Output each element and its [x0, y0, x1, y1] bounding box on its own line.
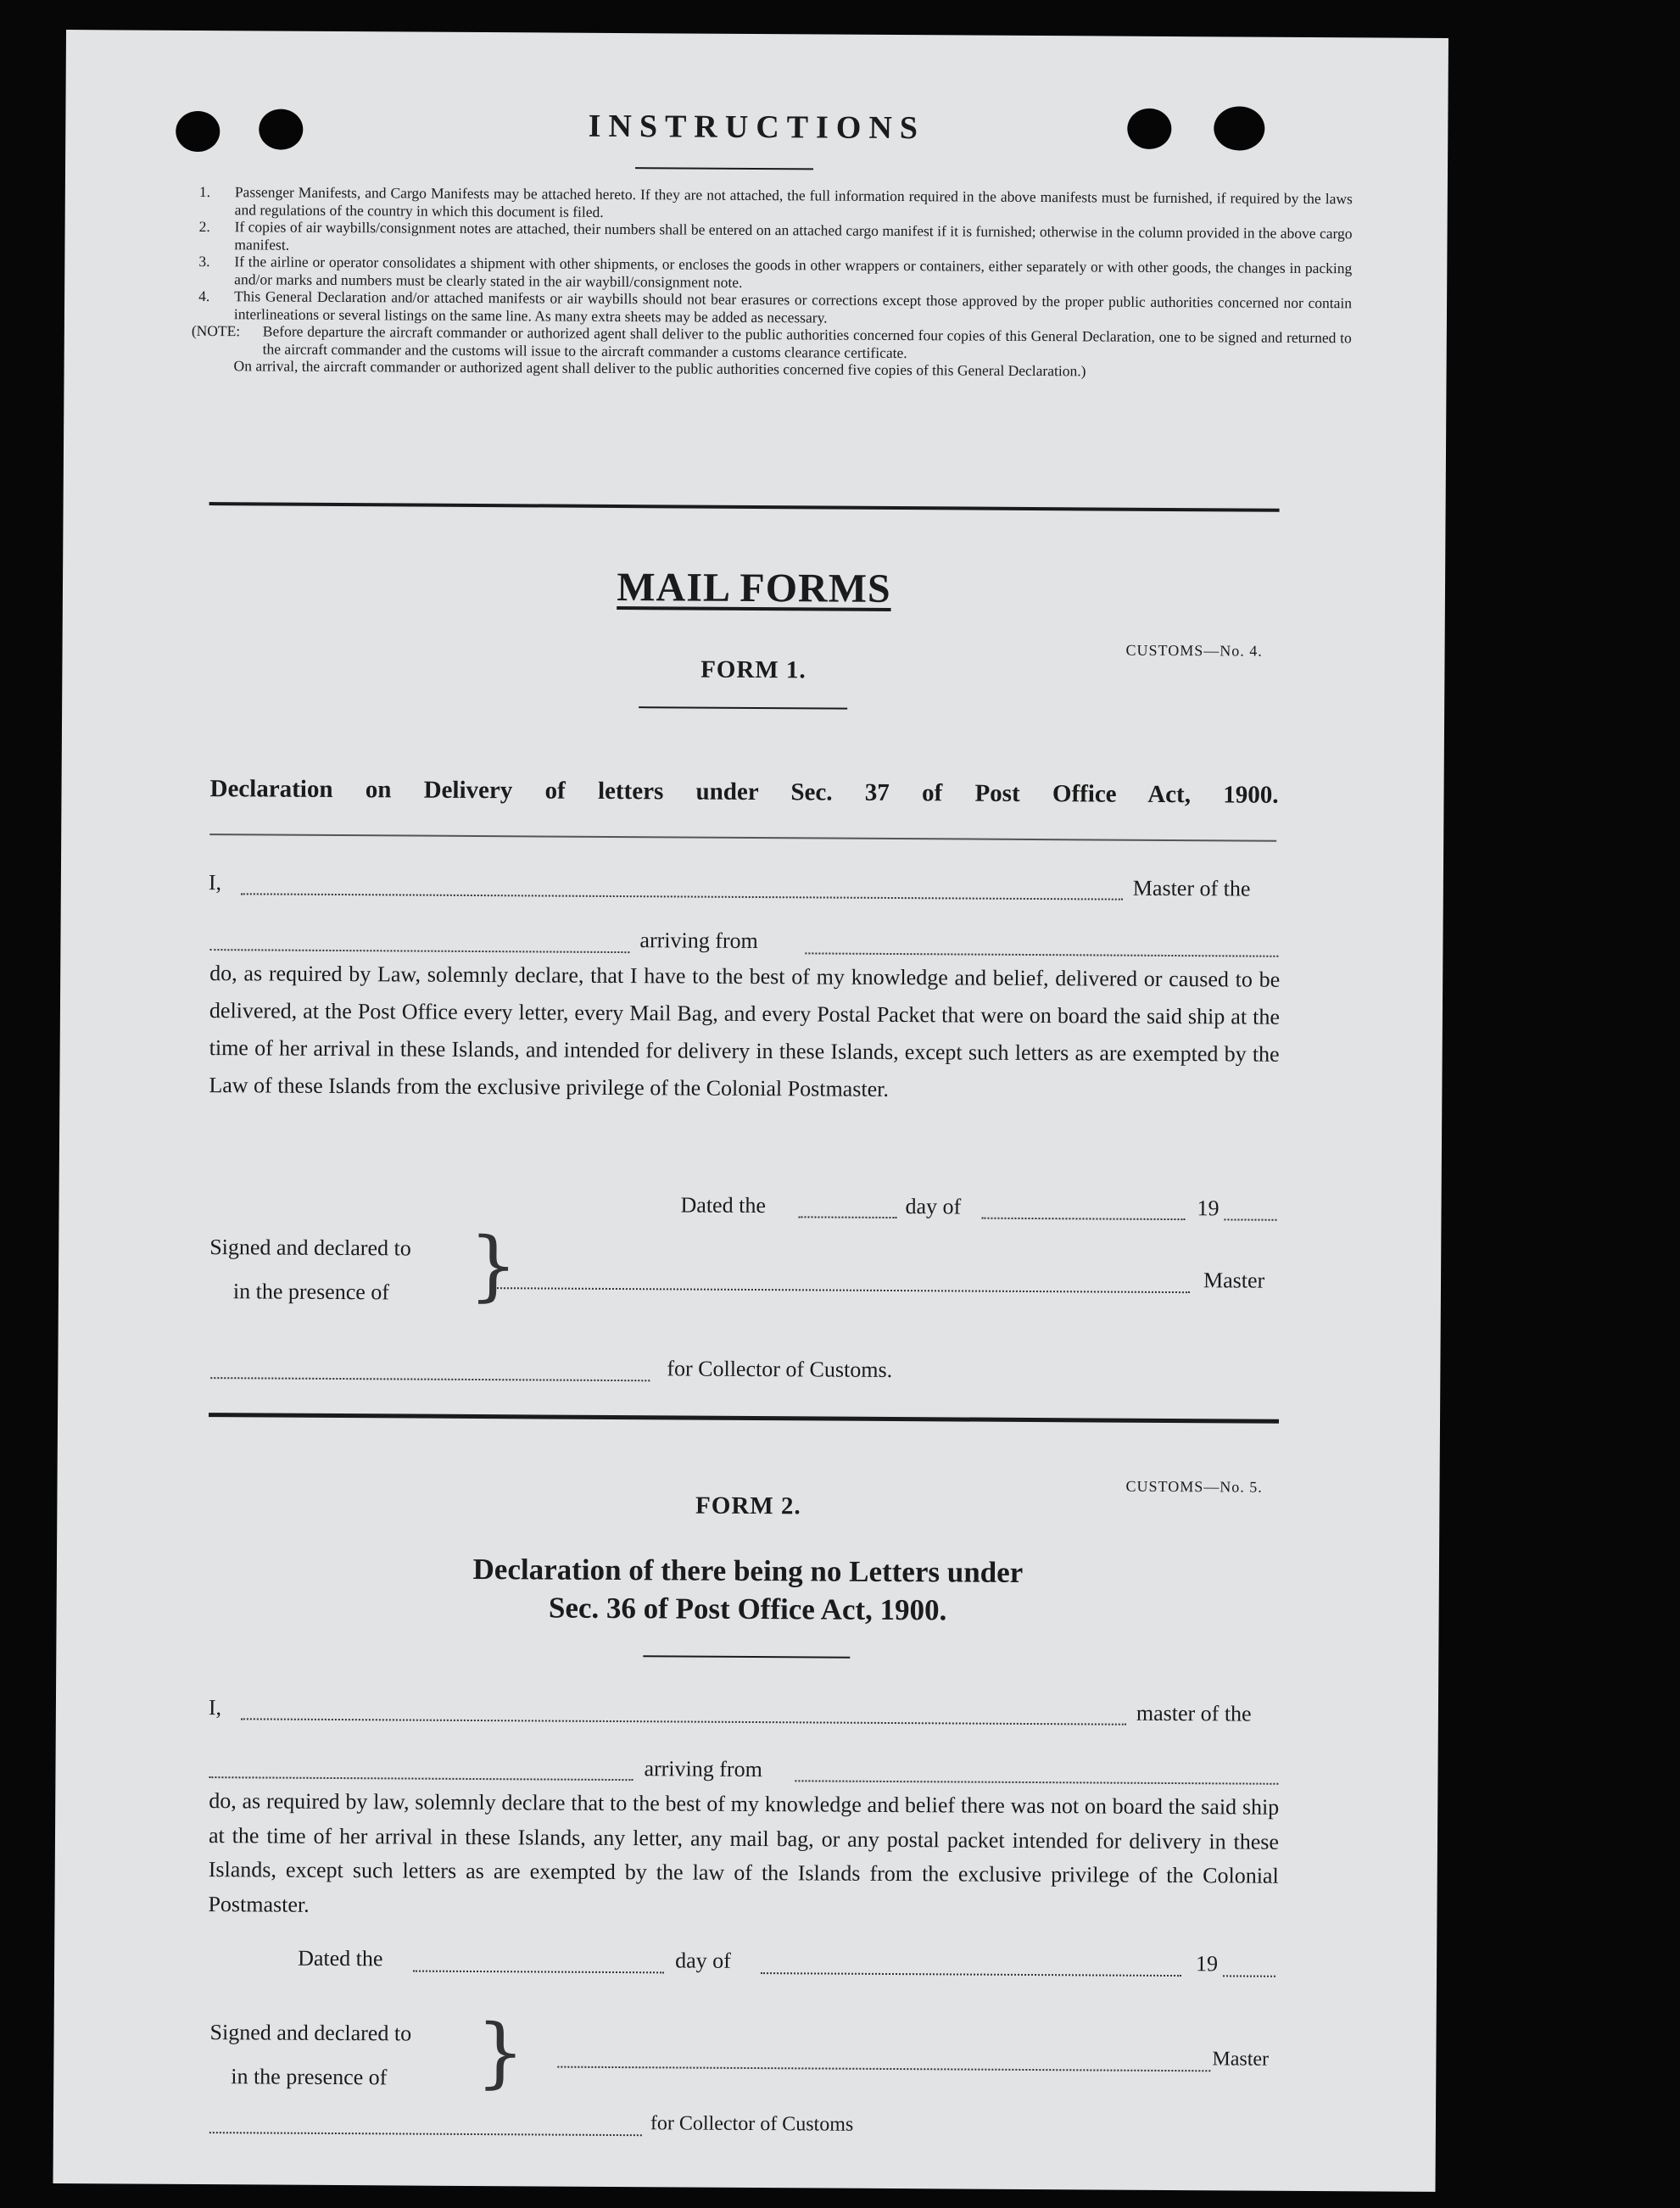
note-text: Before departure the aircraft commander or authorized agent shall deliver to the public authorities concerned four copies of this General Declaration, one to be signed and returned to the aircraft commander and the customs will issue to the aircraft commander a customs clearance certificate. [262, 322, 1352, 361]
document-page [53, 30, 1448, 2192]
note-lead: (NOTE: [191, 321, 241, 340]
form2-arriving-from: arriving from [644, 1756, 762, 1782]
form1-title-rule [639, 706, 847, 710]
form2-title-rule [643, 1655, 850, 1658]
form1-master-signature-field[interactable] [491, 1287, 1190, 1293]
instruction-text: If copies of air waybills/consignment notes are attached, their numbers shall be entered on an attached cargo manifest if it is furnished; otherwise in the column provided in the above cargo manifest. [234, 218, 1353, 254]
form2-master-label: Master [1212, 2048, 1270, 2071]
instruction-number: 3. [198, 252, 210, 270]
instruction-text: Passenger Manifests, and Cargo Manifests may be attached hereto. If they are not attached, the full information required in the above manifests must be furnished, if required by the laws and regulations of the country in which this document is filed. [234, 183, 1353, 220]
form2-declaration-line2: Sec. 36 of Post Office Act, 1900. [548, 1591, 947, 1627]
form1-day-of: day of [905, 1194, 962, 1219]
form1-origin-field[interactable] [805, 952, 1278, 956]
form2-signed-declared-line1: Signed and declared to [209, 2020, 412, 2046]
form2-dated-the: Dated the [298, 1945, 383, 1971]
form2-day-of: day of [675, 1948, 731, 1973]
form2-name-field[interactable] [241, 1718, 1126, 1725]
form1-title: FORM 1. [700, 655, 807, 684]
form1-brace-icon: } [468, 1220, 518, 1311]
form2-i-label: I, [208, 1695, 222, 1720]
form2-year-field[interactable] [1223, 1975, 1275, 1977]
instruction-number: 1. [198, 182, 211, 201]
form1-name-field[interactable] [241, 893, 1123, 900]
form2-declaration-line1: Declaration of there being no Letters under [472, 1552, 1024, 1589]
form2-master-of-the: master of the [1136, 1700, 1252, 1726]
form2-signed-declared-line2: in the presence of [231, 2064, 388, 2090]
form1-year-prefix: 19 [1197, 1196, 1220, 1221]
form-divider [209, 1413, 1279, 1424]
instruction-text: This General Declaration and/or attached manifests or air waybills should not bear erasures or corrections except those approved by the proper public authorities concerned nor contain interlineations or several listings on the same line. As many extra sheets may be added as necessary. [233, 287, 1353, 326]
instruction-number: 4. [198, 287, 210, 305]
note-text-arrival: On arrival, the aircraft commander or authorized agent shall deliver to the public authorities concerned five copies of this General Declaration.) [233, 357, 1086, 380]
form2-collector-field[interactable] [209, 2132, 642, 2136]
form1-year-field[interactable] [1224, 1218, 1276, 1220]
instruction-note [191, 321, 1352, 382]
form1-ship-field[interactable] [209, 949, 629, 953]
instructions-list [191, 182, 1353, 382]
form1-declaration-body: do, as required by Law, solemnly declare, that I have to the best of my knowledge and belief, delivered or caused to be delivered, at the Post Office every letter, every Mail Bag, and every Postal Packet that were on board the said ship at the time of her arrival in these Islands, and intended for delivery in these Islands, except such letters as are exempted by the Law of these Islands from the exclusive privilege of the Colonial Postmaster. [209, 961, 1281, 1101]
form1-declaration-heading: Declaration on Delivery of letters under Sec. 37 of Post Office Act, 1900. [209, 775, 1279, 809]
instructions-title: INSTRUCTIONS [588, 108, 926, 147]
form2-year-prefix: 19 [1196, 1951, 1219, 1977]
form1-month-field[interactable] [981, 1218, 1185, 1220]
form1-for-collector: for Collector of Customs. [667, 1356, 893, 1383]
instructions-title-rule [635, 167, 813, 170]
instruction-number: 2. [198, 217, 210, 236]
instruction-text: If the airline or operator consolidates a shipment with other shipments, or encloses the goods in other wrappers or containers, either separately or with other goods, the changes in packing and/or marks and numbers must be clearly stated in the air waybill/consignment note. [234, 253, 1353, 291]
form2-title: FORM 2. [695, 1492, 801, 1520]
form1-signed-declared-line2: in the presence of [232, 1279, 390, 1305]
form1-i-label: I, [208, 870, 222, 895]
form1-master-label: Master [1203, 1268, 1265, 1293]
mail-forms-title: MAIL FORMS [617, 565, 891, 611]
form2-declaration-heading [57, 1547, 1440, 1632]
form2-master-signature-field[interactable] [557, 2066, 1210, 2072]
form1-arriving-from: arriving from [639, 928, 758, 954]
form2-declaration-body: do, as required by law, solemnly declare that to the best of my knowledge and belief there was not on board the said ship at the time of her arrival in these Islands, any letter, any mail bag, or any postal packet intended for delivery in these Islands, except such letters as are exempted by the law of the Islands from the exclusive privilege of the Colonial Postmaster. [208, 1788, 1280, 1917]
form2-origin-field[interactable] [795, 1780, 1278, 1784]
form2-ship-field[interactable] [209, 1776, 633, 1781]
form1-customs-number: CUSTOMS—No. 4. [1125, 641, 1263, 660]
section-divider [209, 502, 1280, 512]
form2-customs-number: CUSTOMS—No. 5. [1125, 1477, 1263, 1496]
form1-master-of-the: Master of the [1132, 875, 1251, 901]
form2-day-field[interactable] [413, 1971, 664, 1974]
form1-dated-the: Dated the [680, 1192, 766, 1218]
form2-for-collector: for Collector of Customs [650, 2112, 854, 2136]
form1-day-field[interactable] [798, 1216, 896, 1218]
form1-collector-field[interactable] [210, 1377, 650, 1381]
form1-signed-declared-line1: Signed and declared to [209, 1235, 411, 1261]
form2-month-field[interactable] [761, 1972, 1181, 1977]
form2-brace-icon: } [476, 2008, 526, 2098]
form1-heading-rule [209, 834, 1276, 841]
